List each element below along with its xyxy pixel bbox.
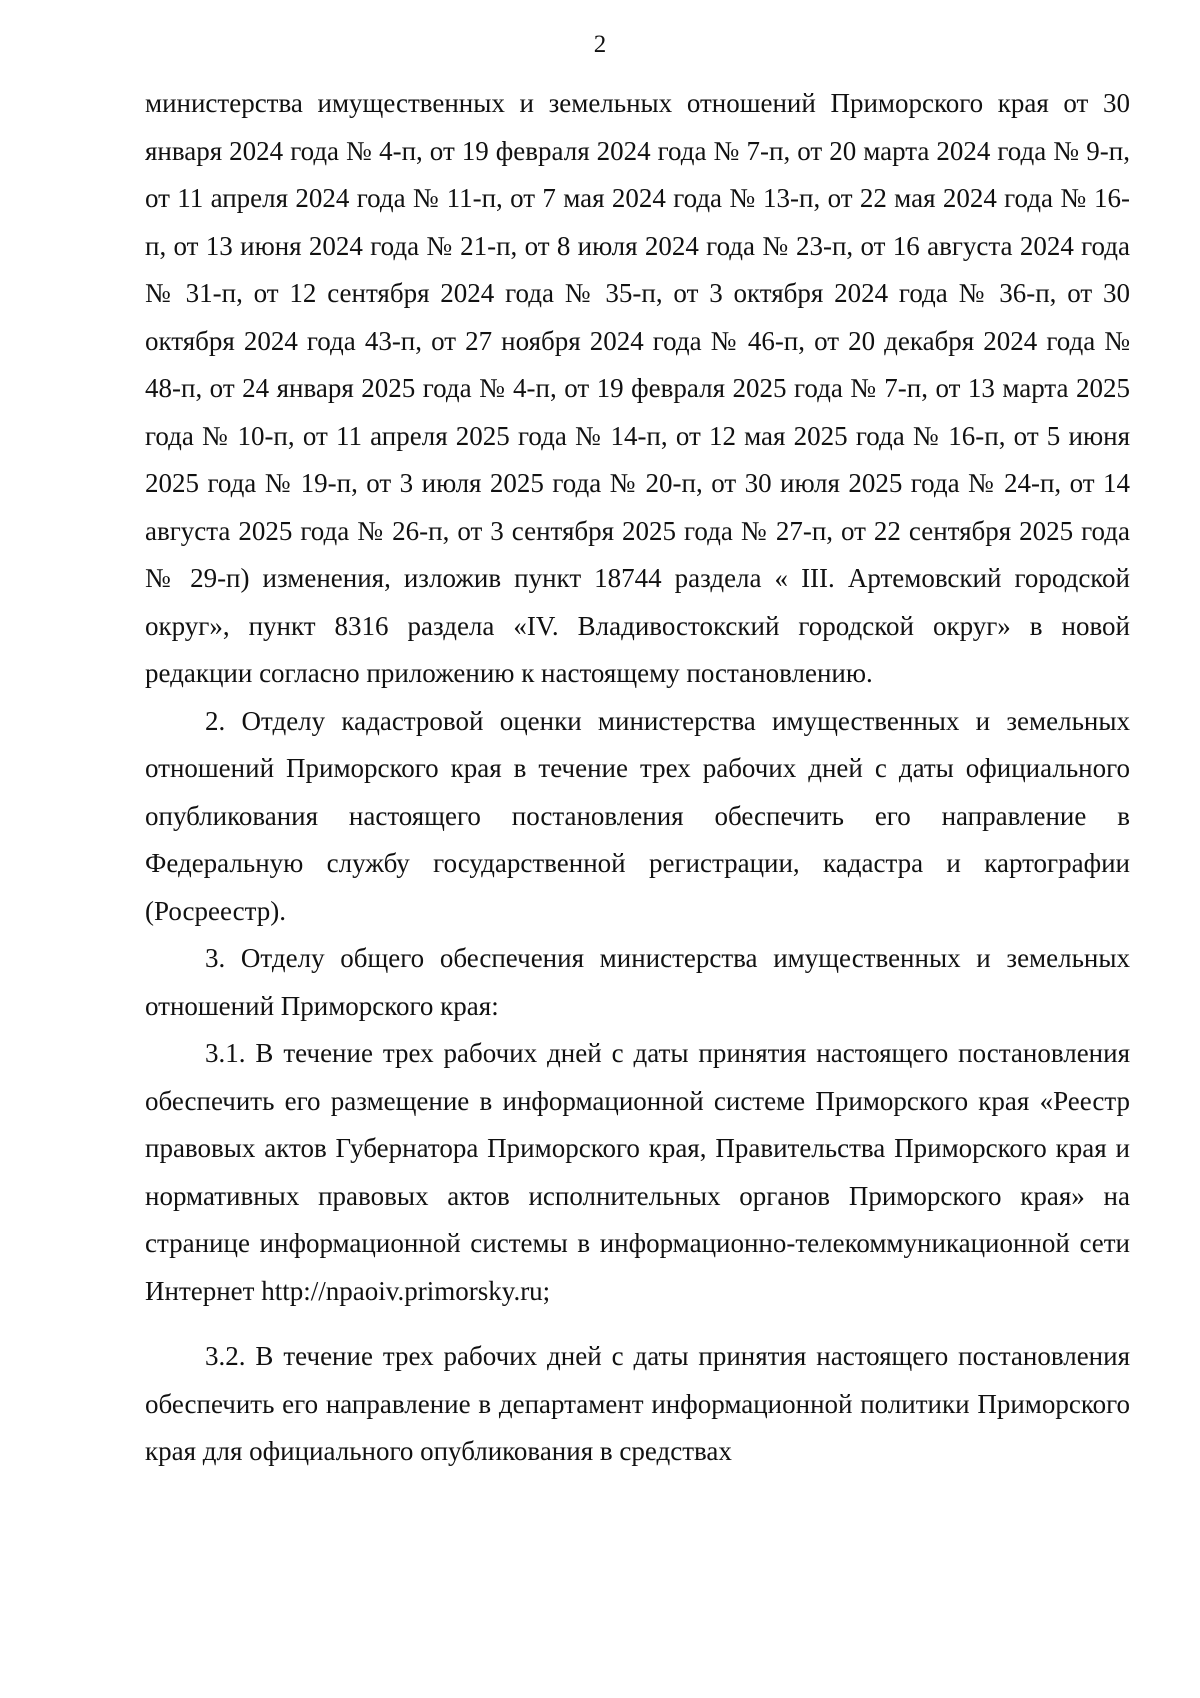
paragraph-item-2: 2. Отделу кадастровой оценки министерства имущественных и земельных отношений Приморского края в течение трех рабочих дней с даты официального опубликования настоящего постановления обеспечить его направление в Федеральную службу государственной регистрации, кадастра и картографии (Росреестр). bbox=[145, 705, 1130, 926]
paragraph-item-3-1: 3.1. В течение трех рабочих дней с даты принятия настоящего постановления обеспечить его размещение в информационной системе Приморского края «Реестр правовых актов Губернатора Приморского края, Правительства Приморского края и нормативных правовых актов исполнительных органов Приморского края» на странице информационной системы в информационно-телекоммуникационной сети Интернет http://npaoiv.primorsky.ru; bbox=[145, 1038, 1130, 1306]
document-body bbox=[145, 80, 1130, 1476]
paragraph-item-3: 3. Отделу общего обеспечения министерства имущественных и земельных отношений Приморского края: bbox=[145, 943, 1130, 1021]
paragraph-item-3-2: 3.2. В течение трех рабочих дней с даты принятия настоящего постановления обеспечить его направление в департамент информационной политики Приморского края для официального опубликования в средствах bbox=[145, 1341, 1130, 1466]
page-number: 2 bbox=[593, 31, 607, 58]
paragraph-amendments-list: министерства имущественных и земельных отношений Приморского края от 30 января 2024 года № 4-п, от 19 февраля 2024 года № 7-п, от 20 марта 2024 года № 9-п, от 11 апреля 2024 года № 11-п, от 7 мая 2024 года № 13-п, от 22 мая 2024 года № 16-п, от 13 июня 2024 года № 21-п, от 8 июля 2024 года № 23-п, от 16 августа 2024 года № 31-п, от 12 сентября 2024 года № 35-п, от 3 октября 2024 года № 36-п, от 30 октября 2024 года 43-п, от 27 ноября 2024 года № 46-п, от 20 декабря 2024 года № 48-п, от 24 января 2025 года № 4-п, от 19 февраля 2025 года № 7-п, от 13 марта 2025 года № 10-п, от 11 апреля 2025 года № 14-п, от 12 мая 2025 года № 16-п, от 5 июня 2025 года № 19-п, от 3 июля 2025 года № 20-п, от 30 июля 2025 года № 24-п, от 14 августа 2025 года № 26-п, от 3 сентября 2025 года № 27-п, от 22 сентября 2025 года № 29-п) изменения, изложив пункт 18744 раздела « III. Артемовский городской округ», пункт 8316 раздела «IV. Владивостокский городской округ» в новой редакции согласно приложению к настоящему постановлению. bbox=[145, 88, 1130, 688]
